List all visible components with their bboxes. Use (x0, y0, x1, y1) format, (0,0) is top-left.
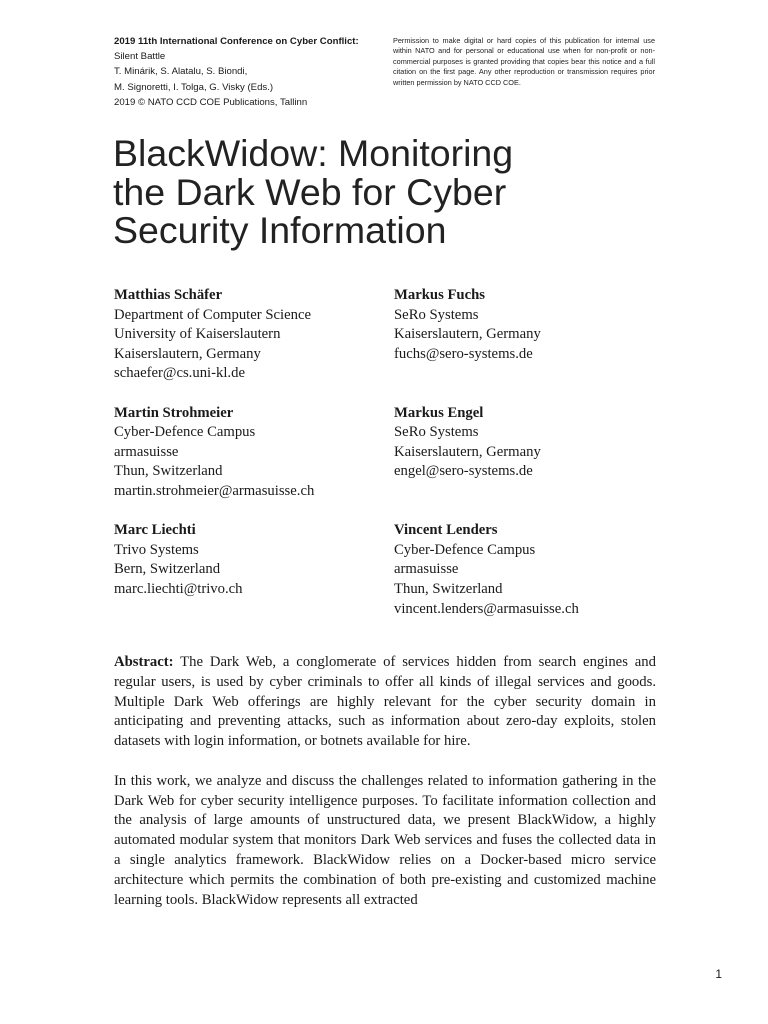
author-email: schaefer@cs.uni-kl.de (114, 365, 245, 382)
author-block (394, 404, 674, 502)
page-number: 1 (715, 967, 722, 981)
paper-title-line2: the Dark Web for Cyber (113, 170, 507, 213)
author-block (114, 521, 394, 619)
author-row (114, 286, 674, 384)
author-affiliation: SeRo Systems (394, 424, 479, 441)
author-block (114, 404, 394, 502)
author-email: martin.strohmeier@armasuisse.ch (114, 482, 315, 499)
author-name: Marc Liechti (114, 522, 196, 539)
author-location: Thun, Switzerland (394, 580, 503, 597)
author-email: vincent.lenders@armasuisse.ch (394, 600, 579, 617)
author-name: Markus Fuchs (394, 287, 485, 303)
author-name: Martin Strohmeier (114, 404, 234, 421)
author-email: engel@sero-systems.de (394, 463, 533, 480)
author-affiliation: Cyber-Defence Campus (114, 424, 256, 441)
author-affiliation: University of Kaiserslautern (114, 326, 281, 343)
author-location: Kaiserslautern, Germany (394, 326, 541, 343)
author-location: Bern, Switzerland (114, 561, 221, 578)
abstract-text: The Dark Web, a conglomerate of services hidden from search engines and regular users, is used by cyber criminals to offer all kinds of illegal services and goods. Multiple Dark Web offerings are highly relevant for the cyber security domain in anticipating and preventing attacks, such as information about zero-day exploits, stolen datasets with login information, or botnets available for hire. (114, 654, 656, 750)
paper-title-line1: BlackWidow: Monitoring (113, 132, 514, 174)
author-row (114, 521, 674, 619)
author-affiliation: SeRo Systems (394, 306, 479, 323)
author-row (114, 404, 674, 502)
author-location: Kaiserslautern, Germany (114, 345, 261, 362)
author-affiliation: Department of Computer Science (114, 306, 311, 323)
abstract-paragraph (114, 653, 656, 752)
paper-title (113, 134, 673, 250)
author-list (114, 286, 674, 639)
author-email: marc.liechti@trivo.ch (114, 580, 243, 597)
author-affiliation: armasuisse (114, 443, 179, 460)
author-name: Matthias Schäfer (114, 287, 223, 303)
author-affiliation: armasuisse (394, 561, 459, 578)
author-block (114, 286, 394, 384)
conference-copyright: 2019 © NATO CCD COE Publications, Tallinn (114, 96, 308, 108)
conference-editors-line1: T. Minárik, S. Alatalu, S. Biondi, (114, 66, 248, 78)
author-name: Vincent Lenders (394, 522, 498, 539)
author-location: Kaiserslautern, Germany (394, 443, 541, 460)
abstract-section (114, 653, 656, 930)
permission-notice: Permission to make digital or hard copies of this publication for internal use within NATO and for personal or educational use when for non-profit or non-commercial purposes is granted providing that copies bear this notice and a full citation on the first page. Any other reproduction or transmission requires prior written permission by NATO CCD COE. (393, 36, 655, 87)
paper-title-line3: Security Information (113, 209, 447, 251)
conference-subtitle: Silent Battle (114, 51, 166, 63)
author-name: Markus Engel (394, 404, 484, 421)
author-block (394, 521, 674, 619)
author-affiliation: Trivo Systems (114, 541, 199, 558)
author-block (394, 286, 674, 384)
conference-header (114, 34, 384, 110)
conference-editors-line2: M. Signoretti, I. Tolga, G. Visky (Eds.) (114, 81, 274, 93)
author-location: Thun, Switzerland (114, 463, 223, 480)
author-email: fuchs@sero-systems.de (394, 345, 533, 362)
abstract-label: Abstract: (114, 654, 174, 670)
abstract-paragraph: In this work, we analyze and discuss the challenges related to information gathering in the Dark Web for cyber security intelligence purposes. To facilitate information collection and the analysis of large amounts of unstructured data, we present BlackWidow, a highly automated modular system that monitors Dark Web services and fuses the collected data in a single analytics framework. BlackWidow relies on a Docker-based micro service architecture which permits the combination of both pre-existing and customized machine learning tools. BlackWidow represents all extracted (114, 772, 656, 908)
conference-title: 2019 11th International Conference on Cyber Conflict: (114, 36, 359, 47)
author-affiliation: Cyber-Defence Campus (394, 541, 536, 558)
